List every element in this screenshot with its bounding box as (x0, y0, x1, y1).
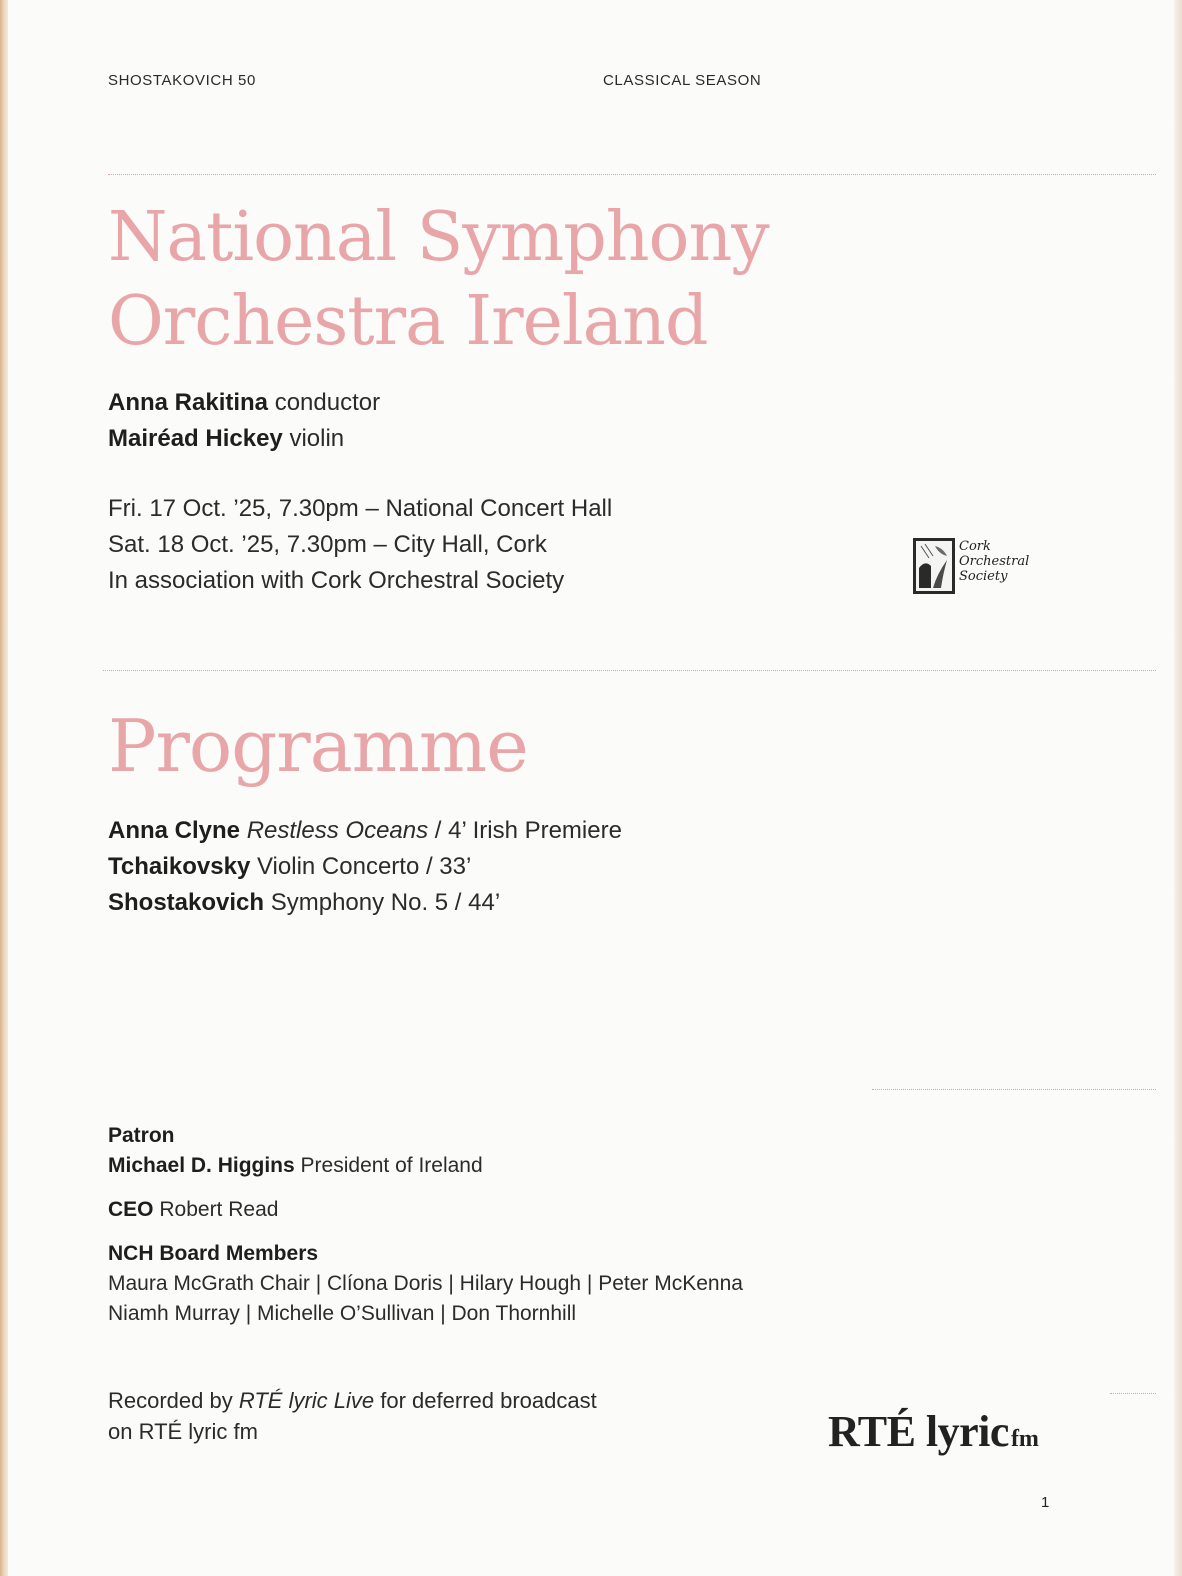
patron-title: President of Ireland (300, 1154, 483, 1177)
rte-fm-wordmark: fm (1010, 1426, 1039, 1452)
programme-composer: Anna Clyne (108, 817, 241, 844)
ceo-label: CEO (108, 1198, 154, 1221)
programme-detail: / 4’ Irish Premiere (428, 817, 622, 844)
divider-top (108, 174, 1156, 175)
date-dublin: Fri. 17 Oct. ’25, 7.30pm – National Concert Hall (108, 495, 613, 522)
soloist-name: Mairéad Hickey (108, 425, 283, 452)
ceo-line (108, 1198, 278, 1222)
programme-item (108, 853, 471, 881)
running-header-right: CLASSICAL SEASON (603, 72, 762, 89)
conductor-name: Anna Rakitina (108, 389, 269, 416)
programme-item (108, 817, 622, 845)
patron-line (108, 1154, 483, 1178)
orchestra-title-line1: National Symphony (108, 198, 769, 277)
programme-work: Violin Concerto / 33’ (256, 853, 472, 880)
programme-title: Programme (108, 704, 528, 788)
orchestra-title (108, 196, 769, 364)
patron-label: Patron (108, 1124, 175, 1147)
page-edge-left (0, 0, 8, 1576)
rte-lyric-wordmark: RTÉ lyric (828, 1407, 1009, 1456)
soloist-line (108, 425, 344, 453)
rte-lyric-fm-logo (828, 1406, 1039, 1457)
programme-work: Restless Oceans (246, 817, 429, 844)
divider-credits (872, 1089, 1156, 1090)
programme-item (108, 889, 500, 917)
page-edge-right (1174, 0, 1182, 1576)
running-header-left: SHOSTAKOVICH 50 (108, 72, 256, 89)
cork-orchestral-society-logo (913, 538, 1055, 596)
date-cork: Sat. 18 Oct. ’25, 7.30pm – City Hall, Cork (108, 531, 547, 558)
divider-middle (103, 670, 1156, 671)
orchestra-title-line2: Orchestra Ireland (108, 282, 708, 361)
programme-composer: Tchaikovsky (108, 853, 251, 880)
broadcast-note-line1: Recorded by RTÉ lyric Live for deferred broadcast (108, 1388, 597, 1413)
ceo-name: Robert Read (159, 1198, 279, 1221)
programme-composer: Shostakovich (108, 889, 265, 916)
cork-orchestral-society-wordmark: Cork Orchestral Society (959, 539, 1030, 584)
board-members-line1: Maura McGrath Chair | Clíona Doris | Hilary Hough | Peter McKenna (108, 1272, 743, 1295)
broadcast-note-line2: on RTÉ lyric fm (108, 1419, 258, 1444)
divider-bottom (1110, 1393, 1156, 1394)
conductor-line (108, 389, 380, 417)
board-label: NCH Board Members (108, 1242, 319, 1265)
association-note: In association with Cork Orchestral Society (108, 567, 565, 594)
page-number: 1 (1041, 1494, 1050, 1511)
soloist-role: violin (289, 425, 345, 452)
conductor-role: conductor (274, 389, 381, 416)
patron-name: Michael D. Higgins (108, 1154, 295, 1177)
cork-orchestral-society-emblem-icon (913, 538, 955, 594)
programme-work: Symphony No. 5 / 44’ (270, 889, 501, 916)
board-members-line2: Niamh Murray | Michelle O’Sullivan | Don Thornhill (108, 1302, 577, 1325)
broadcast-program: RTÉ lyric Live (238, 1388, 375, 1413)
